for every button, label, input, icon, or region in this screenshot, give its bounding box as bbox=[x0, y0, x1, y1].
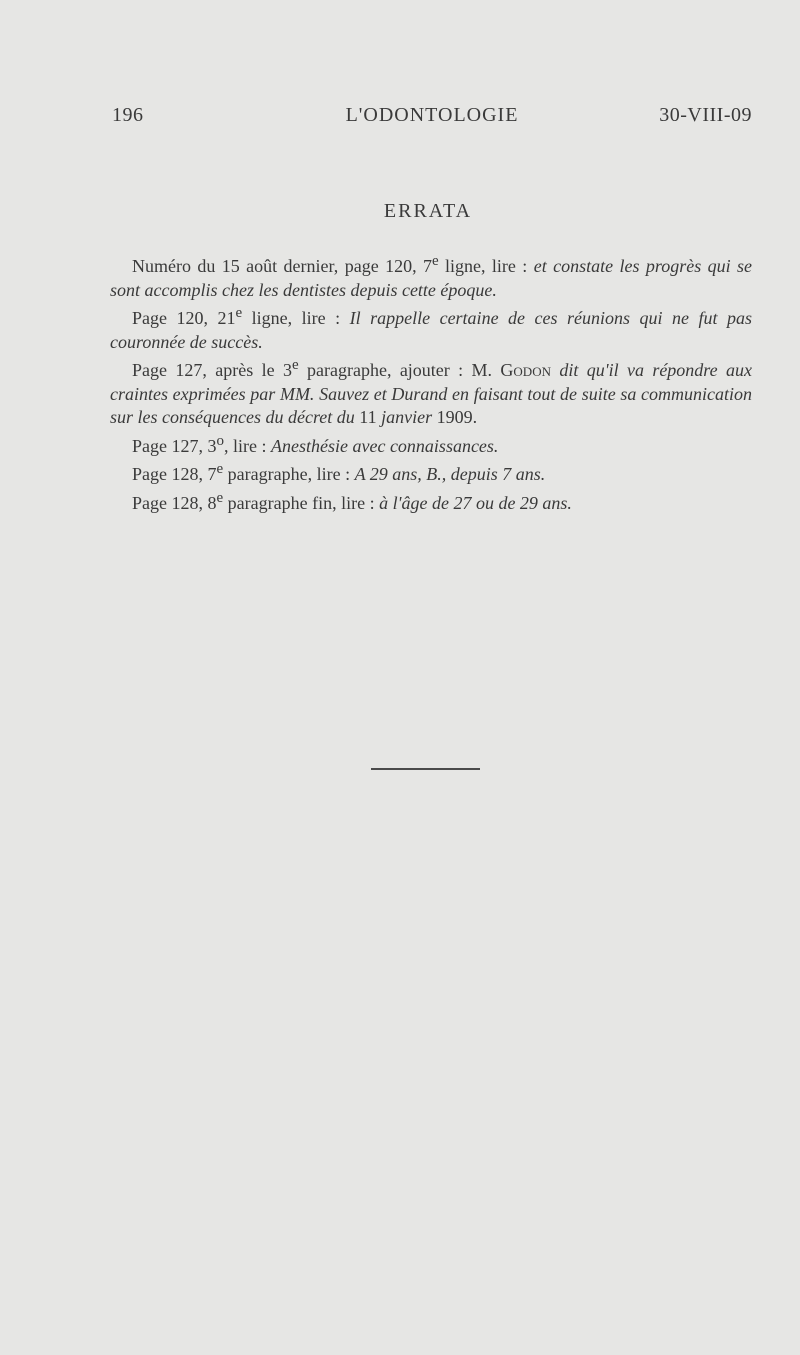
page-number: 196 bbox=[112, 104, 144, 126]
superscript: e bbox=[216, 489, 224, 506]
text: ligne, lire : bbox=[438, 256, 534, 276]
superscript: e bbox=[235, 305, 243, 321]
errata-body bbox=[110, 250, 752, 515]
correction-text: A 29 ans, B., depuis 7 ans. bbox=[354, 464, 546, 484]
journal-title: L'ODONTOLOGIE bbox=[345, 104, 519, 126]
correction-text: Il rappelle certaine de ces réunions qui ne fut pas couronnée de succès. bbox=[110, 308, 752, 352]
superscript: e bbox=[216, 461, 224, 477]
running-header bbox=[112, 104, 752, 134]
correction-text: Anesthésie avec connaissances. bbox=[271, 435, 499, 456]
errata-paragraph-5 bbox=[110, 458, 752, 487]
errata-paragraph-1 bbox=[110, 250, 752, 302]
text: Page 128, 8 bbox=[132, 492, 217, 513]
errata-paragraph-6 bbox=[110, 487, 752, 516]
section-divider bbox=[371, 768, 480, 770]
text: paragraphe, lire : bbox=[223, 464, 355, 484]
text: Page 120, 21 bbox=[132, 308, 236, 328]
text: , lire : bbox=[224, 435, 271, 456]
text: Numéro du 15 août dernier, page 120, 7 bbox=[132, 256, 432, 276]
text: paragraphe fin, lire : bbox=[223, 492, 380, 513]
superscript: e bbox=[291, 357, 299, 373]
text: ligne, lire : bbox=[242, 308, 350, 328]
text: 1909. bbox=[432, 407, 478, 427]
issue-date: 30-VIII-09 bbox=[659, 104, 752, 126]
superscript: o bbox=[216, 432, 224, 449]
correction-text: janvier bbox=[376, 407, 433, 427]
errata-paragraph-4 bbox=[110, 430, 752, 459]
text: Page 127, 3 bbox=[132, 435, 217, 456]
errata-paragraph-2 bbox=[110, 302, 752, 354]
text: Page 127, après le 3 bbox=[132, 360, 292, 380]
text: 11 bbox=[359, 407, 377, 427]
correction-text: et constate les progrès qui se sont accomplis chez les dentistes depuis cette époque. bbox=[110, 256, 752, 300]
author-name: Godon bbox=[500, 360, 551, 380]
errata-paragraph-3 bbox=[110, 354, 752, 430]
text: Page 128, 7 bbox=[132, 464, 217, 484]
correction-text: dit qu'il va répondre aux craintes exprimées par MM. Sauvez et Durand en faisant tout de suite sa communication sur les conséquences du décret du bbox=[110, 360, 752, 427]
correction-text: à l'âge de 27 ou de 29 ans. bbox=[379, 492, 572, 513]
section-title: ERRATA bbox=[383, 200, 473, 222]
superscript: e bbox=[431, 253, 439, 269]
text: paragraphe, ajouter : M. bbox=[298, 360, 501, 380]
